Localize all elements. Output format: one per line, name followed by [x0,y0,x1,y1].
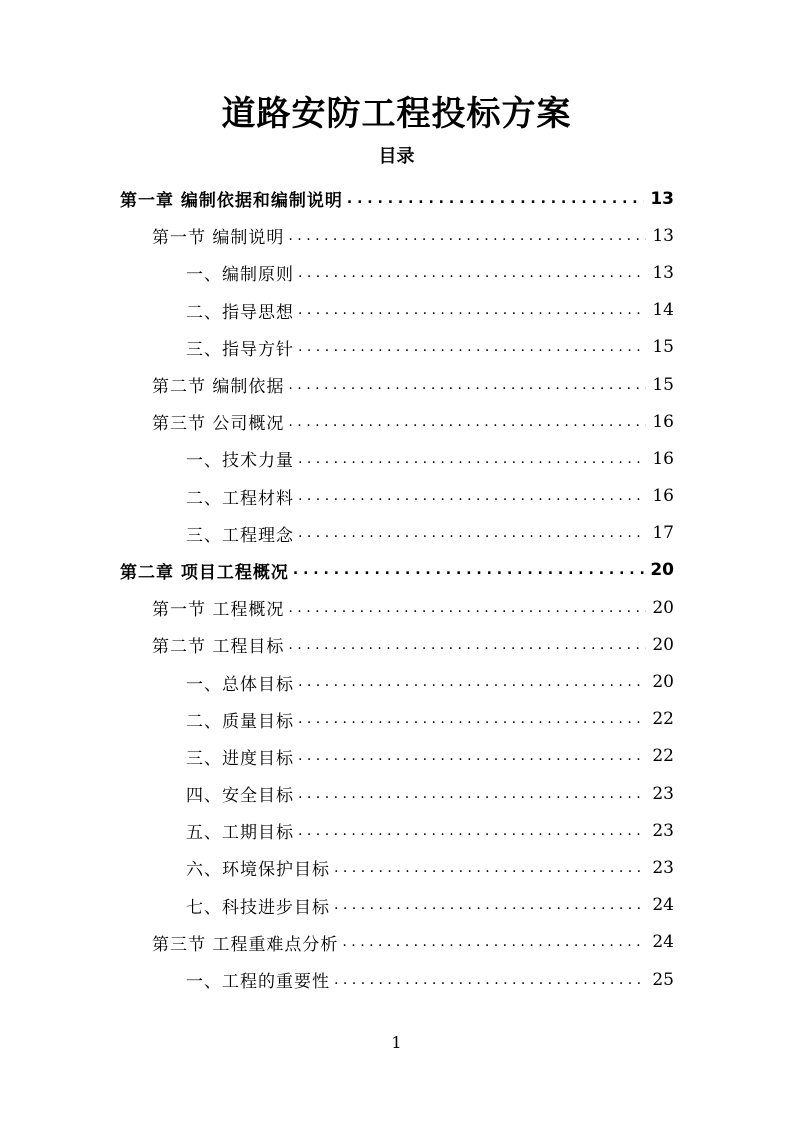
toc-entry-label: 二、指导思想 [186,302,294,323]
toc-dot-leader [334,860,646,876]
toc-dot-leader [288,600,646,616]
toc-entry[interactable] [0,924,674,961]
toc-entry-page-number: 22 [652,746,674,767]
toc-entry[interactable] [0,366,674,403]
toc-dot-leader [288,228,646,244]
toc-entry-page-number: 20 [652,597,674,618]
toc-entry-page-number: 16 [652,411,674,432]
toc-entry-label: 第三节 工程重难点分析 [152,934,339,955]
toc-dot-leader [298,302,646,318]
document-title: 道路安防工程投标方案 [221,94,572,134]
toc-entry-page-number: 20 [650,560,674,581]
toc-entry-label: 一、技术力量 [186,451,294,472]
toc-entry-page-number: 16 [652,486,674,507]
toc-dot-leader [288,637,646,653]
table-of-contents [0,180,793,998]
toc-entry[interactable] [0,961,674,998]
toc-entry[interactable] [0,329,674,366]
toc-dot-leader [298,711,646,727]
toc-entry-label: 三、工程理念 [186,525,294,546]
toc-entry[interactable] [0,403,674,440]
toc-entry[interactable] [0,478,674,515]
toc-entry-label: 七、科技进步目标 [186,897,330,918]
toc-dot-leader [288,414,646,430]
toc-entry[interactable] [0,887,674,924]
toc-entry[interactable] [0,626,674,663]
toc-entry[interactable] [0,515,674,552]
toc-dot-leader [334,897,646,913]
toc-entry-page-number: 15 [652,374,674,395]
toc-entry-label: 一、编制原则 [186,265,294,286]
toc-entry-page-number: 22 [652,709,674,730]
toc-dot-leader [298,823,646,839]
toc-entry[interactable] [0,254,674,291]
toc-entry[interactable] [0,180,674,217]
page-number: 1 [391,1033,402,1052]
toc-entry[interactable] [0,849,674,886]
toc-dot-leader [298,339,646,355]
toc-entry-label: 四、安全目标 [186,786,294,807]
toc-entry[interactable] [0,701,674,738]
toc-dot-leader [298,265,646,281]
toc-entry[interactable] [0,440,674,477]
toc-entry-page-number: 15 [652,337,674,358]
toc-entry[interactable] [0,738,674,775]
toc-entry-label: 第一节 工程概况 [152,600,285,621]
toc-entry-page-number: 14 [652,300,674,321]
toc-entry-page-number: 16 [652,448,674,469]
toc-dot-leader [334,972,646,988]
toc-entry[interactable] [0,589,674,626]
toc-entry-page-number: 17 [652,523,674,544]
toc-dot-leader [298,451,646,467]
toc-entry-page-number: 25 [652,969,674,990]
toc-entry-label: 二、质量目标 [186,711,294,732]
toc-dot-leader [347,191,644,207]
toc-entry-label: 一、总体目标 [186,674,294,695]
toc-entry-label: 一、工程的重要性 [186,972,330,993]
toc-entry-label: 六、环境保护目标 [186,860,330,881]
toc-entry-label: 五、工期目标 [186,823,294,844]
toc-dot-leader [293,562,644,578]
toc-entry-label: 三、指导方针 [186,339,294,360]
toc-entry-label: 第二节 编制依据 [152,377,285,398]
toc-dot-leader [342,934,646,950]
toc-entry[interactable] [0,812,674,849]
toc-dot-leader [288,377,646,393]
toc-entry-page-number: 20 [652,634,674,655]
toc-entry-label: 三、进度目标 [186,748,294,769]
toc-entry-page-number: 24 [652,895,674,916]
toc-entry-page-number: 23 [652,783,674,804]
toc-dot-leader [298,488,646,504]
toc-dot-leader [298,525,646,541]
toc-entry-page-number: 20 [652,672,674,693]
toc-entry-label: 第一节 编制说明 [152,228,285,249]
toc-entry[interactable] [0,217,674,254]
toc-entry[interactable] [0,663,674,700]
toc-entry-page-number: 13 [652,262,674,283]
toc-dot-leader [298,786,646,802]
toc-entry-page-number: 24 [652,932,674,953]
toc-entry[interactable] [0,775,674,812]
toc-entry[interactable] [0,292,674,329]
toc-entry-page-number: 13 [650,188,674,209]
toc-dot-leader [298,674,646,690]
toc-entry-page-number: 13 [652,225,674,246]
toc-entry-label: 第三节 公司概况 [152,414,285,435]
toc-heading: 目录 [378,146,415,167]
toc-entry-label: 第二章 项目工程概况 [120,562,289,583]
toc-entry-label: 第二节 工程目标 [152,637,285,658]
toc-entry-label: 二、工程材料 [186,488,294,509]
toc-entry-label: 第一章 编制依据和编制说明 [120,191,343,212]
toc-entry-page-number: 23 [652,820,674,841]
toc-dot-leader [298,748,646,764]
toc-entry-page-number: 23 [652,857,674,878]
toc-entry[interactable] [0,552,674,589]
